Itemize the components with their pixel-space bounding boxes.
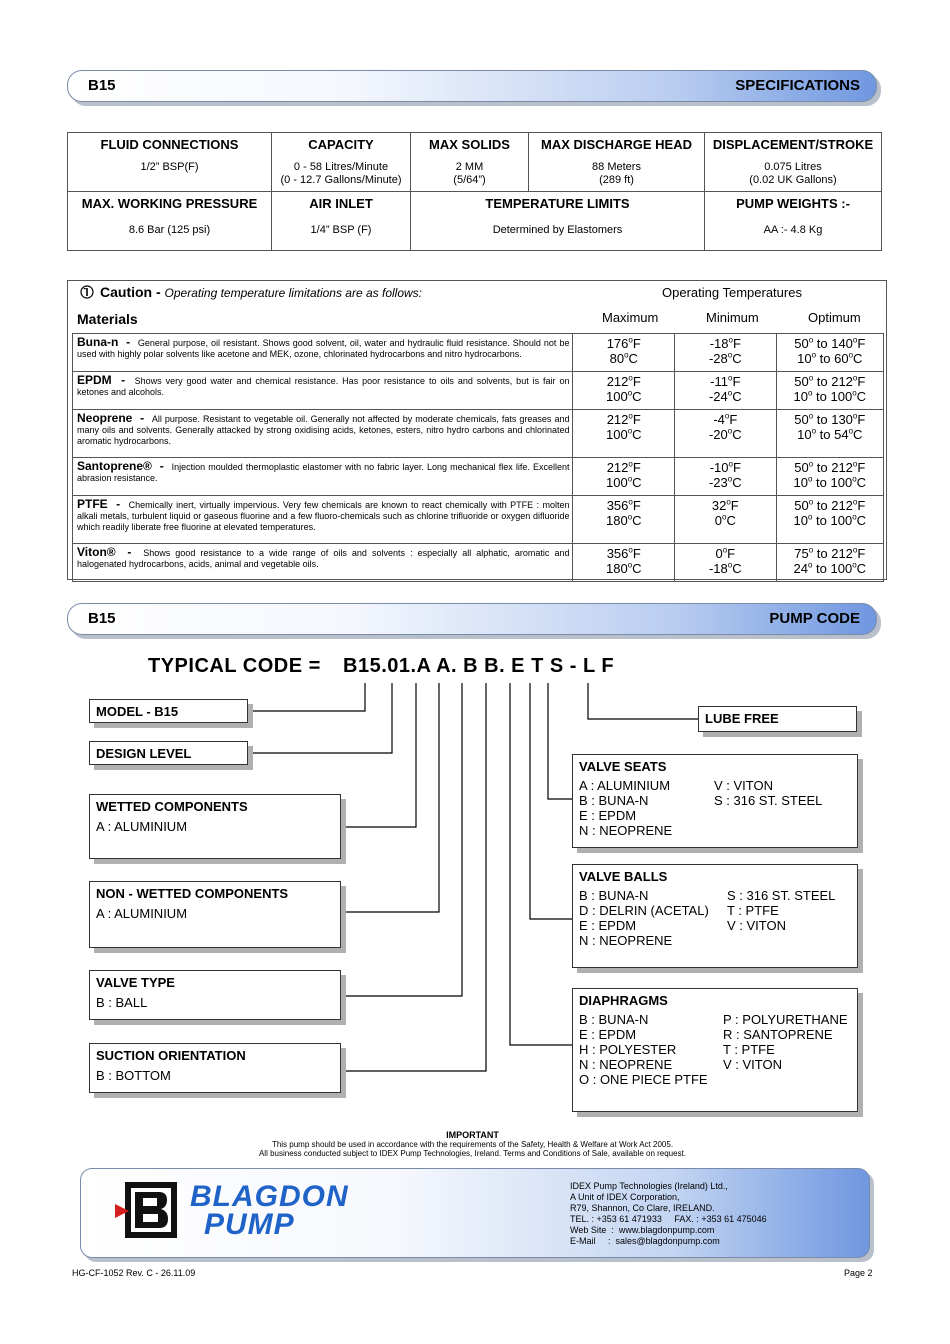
material-name: Santoprene® — [77, 459, 152, 473]
connector-balls — [530, 683, 573, 919]
brand-wordmark: BLAGDON PUMP — [190, 1180, 349, 1241]
material-name: Buna-n — [77, 335, 119, 349]
non-wetted-components-box: NON - WETTED COMPONENTS A : ALUMINIUM — [89, 881, 341, 948]
operating-temperatures-heading: Operating Temperatures — [662, 285, 802, 300]
connector-diaphragms — [510, 683, 573, 1045]
wetted-components-box: WETTED COMPONENTS A : ALUMINIUM — [89, 794, 341, 859]
min-temp: 0$^o$F -18$^o$C — [675, 544, 777, 582]
min-temp: -11$^o$F -24$^o$C — [675, 372, 777, 410]
material-description: Santoprene® - Injection moulded thermoplastic elastomer with no fabric layer. Long mechanical flex life. Excellent abrasion resistance. — [73, 458, 573, 496]
material-name: EPDM — [77, 373, 112, 387]
max-temp: 356$^o$F 180$^o$C — [573, 544, 675, 582]
spec-cell: MAX SOLIDS 2 MM (5/64”) — [411, 133, 529, 192]
typical-code-label: TYPICAL CODE = — [148, 655, 321, 677]
suction-orientation-box: SUCTION ORIENTATION B : BOTTOM — [89, 1043, 341, 1093]
spec-cell: CAPACITY 0 - 58 Litres/Minute (0 - 12.7 Gallons/Minute) — [272, 133, 411, 192]
material-description: Viton® - Shows good resistance to a wide range of oils and solvents : especially all alphatic, aromatic and halogenated hydrocarbons, acids, animal and vegetable oils. — [73, 544, 573, 582]
valve-balls-box: VALVE BALLS B : BUNA-N D : DELRIN (ACETAL) E : EPDM N : NEOPRENE S : 316 ST. STEEL T : PTFE V : VITON — [572, 864, 858, 968]
spec-cell: TEMPERATURE LIMITS Determined by Elastomers — [411, 192, 705, 251]
col-minimum: Minimum — [706, 310, 759, 325]
model-label: B15 — [88, 77, 116, 94]
spec-cell: PUMP WEIGHTS :- AA :- 4.8 Kg — [705, 192, 882, 251]
optimum-temp: 50$^o$ to 212$^o$F 10$^o$ to 100$^o$C — [776, 496, 883, 544]
spec-cell: MAX DISCHARGE HEAD 88 Meters (289 ft) — [529, 133, 705, 192]
document-reference: HG-CF-1052 Rev. C - 26.11.09 — [72, 1268, 196, 1278]
col-maximum: Maximum — [602, 310, 659, 325]
max-temp: 212$^o$F 100$^o$C — [573, 410, 675, 458]
max-temp: 212$^o$F 100$^o$C — [573, 372, 675, 410]
connector-model — [252, 683, 365, 711]
diaphragms-box: DIAPHRAGMS B : BUNA-N E : EPDM H : POLYESTER N : NEOPRENE O : ONE PIECE PTFE P : POLYURETHANE R : SANTOPRENE T : PTFE V : VITON — [572, 988, 858, 1112]
optimum-temp: 75$^o$ to 212$^o$F 24$^o$ to 100$^o$C — [776, 544, 883, 582]
connector-valvetype — [344, 683, 462, 996]
material-description: Buna-n - General purpose, oil resistant. Shows good solvent, oil, water and hydraulic fluid resistance. Should not be used with highly polar solvents like acetone and MEK, ozone, chlorinated hydrocarbons and nitro hydrocarbons. — [73, 334, 573, 372]
section-title: PUMP CODE — [769, 610, 860, 627]
spec-cell: MAX. WORKING PRESSURE 8.6 Bar (125 psi) — [68, 192, 272, 251]
material-description: EPDM - Shows very good water and chemical resistance. Has poor resistance to oils and solvents, but is fair on ketones and alcohols. — [73, 372, 573, 410]
connector-seats — [548, 683, 573, 799]
valve-type-box: VALVE TYPE B : BALL — [89, 970, 341, 1020]
blagdon-logo-icon — [113, 1180, 183, 1242]
connector-lube — [588, 683, 700, 719]
important-line-1: This pump should be used in accordance with the requirements of the Safety, Health & Welfare at Work Act 2005. — [271, 1140, 674, 1149]
connector-suction — [344, 683, 486, 1071]
section-title: SPECIFICATIONS — [735, 77, 860, 94]
caution-text: Operating temperature limitations are as follows: — [164, 286, 422, 300]
typical-code-value: B15.01.A A. B B. E T S - L F — [343, 655, 615, 677]
optimum-temp: 50$^o$ to 212$^o$F 10$^o$ to 100$^o$C — [776, 458, 883, 496]
spec-cell: FLUID CONNECTIONS 1/2” BSP(F) — [68, 133, 272, 192]
lube-free-box: LUBE FREE — [698, 706, 857, 732]
material-name: PTFE — [77, 497, 108, 511]
design-level-box: DESIGN LEVEL — [89, 741, 248, 765]
optimum-temp: 50$^o$ to 140$^o$F 10$^o$ to 60$^o$C — [776, 334, 883, 372]
material-name: Neoprene — [77, 411, 133, 425]
connector-wetted — [344, 683, 416, 827]
caution-label: Caution - — [100, 284, 161, 300]
materials-heading: Materials — [77, 311, 138, 327]
min-temp: -4$^o$F -20$^o$C — [675, 410, 777, 458]
max-temp: 176$^o$F 80$^o$C — [573, 334, 675, 372]
connector-design — [252, 683, 392, 753]
model-box: MODEL - B15 — [89, 699, 248, 723]
col-optimum: Optimum — [808, 310, 861, 325]
valve-seats-box: VALVE SEATS A : ALUMINIUM B : BUNA-N E : EPDM N : NEOPRENE V : VITON S : 316 ST. STEEL — [572, 754, 858, 848]
model-label: B15 — [88, 610, 116, 627]
material-description: PTFE - Chemically inert, virtually impervious. Very few chemicals are known to react chemically with PTFE : molten alkali metals, turbulent liquid or gaseous fluorine and a few fluoro-chemicals such as chlorine trifluoride or oxygen difluoride which readily liberate free fluorine at elevated temperatures. — [73, 496, 573, 544]
material-description: Neoprene - All purpose. Resistant to vegetable oil. Generally not affected by moderate chemicals, fats greases and many oils and solvents. Generally attacked by strong oxidising acids, ketones, esters, nitro hydro carbons and chlorinated aromatic hydrocarbons. — [73, 410, 573, 458]
min-temp: -10$^o$F -23$^o$C — [675, 458, 777, 496]
page-number: Page 2 — [844, 1268, 873, 1278]
max-temp: 212$^o$F 100$^o$C — [573, 458, 675, 496]
material-name: Viton® — [77, 545, 116, 559]
important-line-2: All business conducted subject to IDEX Pump Technologies, Ireland. Terms and Conditions of Sale, available on request. — [258, 1149, 687, 1158]
spec-cell: DISPLACEMENT/STROKE 0.075 Litres (0.02 UK Gallons) — [705, 133, 882, 192]
important-title: IMPORTANT — [446, 1130, 499, 1140]
optimum-temp: 50$^o$ to 130$^o$F 10$^o$ to 54$^o$C — [776, 410, 883, 458]
min-temp: -18$^o$F -28$^o$C — [675, 334, 777, 372]
max-temp: 356$^o$F 180$^o$C — [573, 496, 675, 544]
optimum-temp: 50$^o$ to 212$^o$F 10$^o$ to 100$^o$C — [776, 372, 883, 410]
company-address: IDEX Pump Technologies (Ireland) Ltd., A Unit of IDEX Corporation, R79, Shannon, Co Clare, IRELAND. TEL. : +353 61 471933 FAX. : +353 61 475046 Web Site : www.blagdonpump.com E-Mail : sales@blagdonpump.com — [570, 1181, 767, 1246]
spec-cell: AIR INLET 1/4” BSP (F) — [272, 192, 411, 251]
important-notice — [0, 1131, 945, 1158]
min-temp: 32$^o$F 0$^o$C — [675, 496, 777, 544]
